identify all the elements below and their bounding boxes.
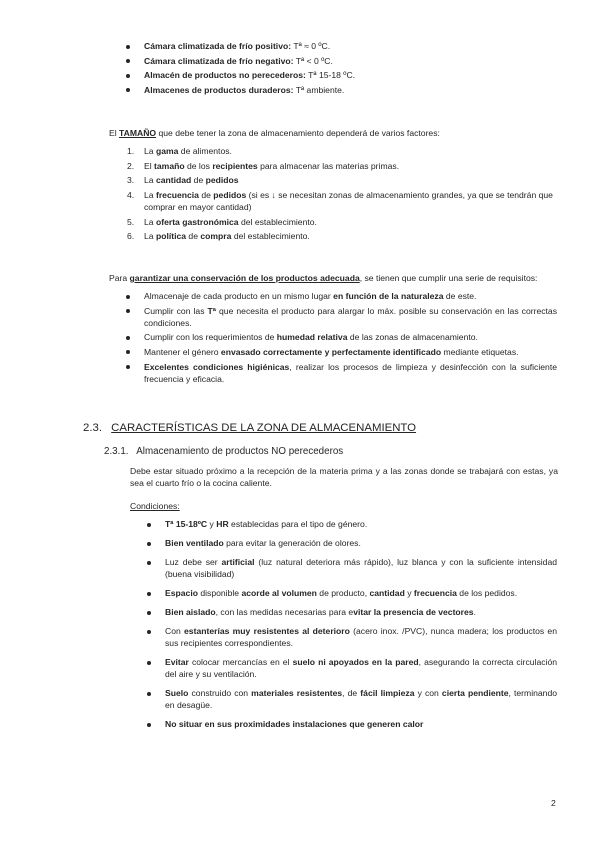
storage-type-name: Cámara climatizada de frío positivo: (144, 41, 292, 51)
bullet-icon (126, 365, 130, 369)
storage-type-temp: Tª ≈ 0 ºC. (291, 41, 331, 51)
item-text (165, 556, 557, 580)
storage-type-item (144, 69, 564, 81)
bullet-icon (147, 661, 151, 665)
item-text (144, 40, 564, 52)
bold-text: recipientes (212, 160, 258, 171)
bold-text: No situar en sus proximidades instalaciones que generen calor (165, 719, 424, 730)
bold-text: suelo ni apoyados en la pared (292, 657, 419, 668)
item-text (144, 145, 557, 157)
conserve-intro-post: , se tienen que cumplir una serie de requisitos: (359, 273, 538, 283)
bold-text: artificial (221, 557, 255, 568)
size-factor-item (127, 230, 557, 242)
item-text (165, 537, 557, 549)
bullet-icon (147, 542, 151, 546)
text-run: de las zonas de almacenamiento. (347, 332, 478, 343)
item-text (144, 331, 557, 343)
item-text (165, 587, 557, 599)
bold-text: tamaño (154, 160, 185, 171)
text-run: , con las medidas necesarias para e (215, 607, 354, 618)
item-text (144, 290, 557, 302)
text-run: La (144, 189, 156, 200)
conditions-list (165, 518, 557, 737)
text-run: de los (184, 160, 213, 171)
size-factor-item (127, 145, 557, 157)
bold-text: HR (216, 519, 229, 529)
storage-type-temp: Tª 15-18 ºC. (305, 70, 356, 81)
bold-text: envasado correctamente y perfectamente identificado (220, 346, 442, 357)
size-factor-item (127, 189, 557, 213)
size-factors-list (127, 145, 557, 245)
text-run: mediante etiquetas. (441, 346, 519, 357)
text-run: (si es ↓ se necesitan zonas de almacenamiento grandes, ya que se tendrán que comprar en mayor cantidad) (144, 189, 553, 212)
bold-text: estanterías muy resistentes al deterioro (184, 626, 350, 637)
bold-text: cantidad (369, 588, 405, 599)
bullet-icon (126, 74, 130, 78)
condition-item (165, 718, 557, 730)
text-run: y (404, 588, 414, 599)
condition-item (165, 556, 557, 580)
item-text (165, 687, 557, 711)
item-number: 4. (127, 189, 135, 200)
text-run: , asegurando la correcta circulación del aire y su ventilación. (165, 657, 558, 680)
bold-text: materiales resistentes (251, 688, 343, 699)
bold-text: fácil limpieza (360, 688, 415, 699)
bold-text: cierta pendiente (441, 688, 509, 699)
item-text (144, 361, 557, 385)
item-number: 2. (127, 160, 135, 171)
bold-text: compra (200, 231, 232, 242)
conserve-keyword: garantizar una conservación de los productos adecuada (129, 273, 360, 283)
bullet-icon (126, 295, 130, 299)
requirements-list (144, 290, 557, 387)
item-text (144, 84, 564, 96)
storage-type-name: Almacén de productos no perecederos: (144, 70, 306, 81)
storage-type-temp: Tª < 0 ºC. (293, 55, 333, 66)
bold-text: acorde al volumen (241, 588, 317, 599)
item-text (144, 230, 557, 242)
bold-text: humedad relativa (276, 332, 348, 343)
storage-type-item (144, 55, 564, 67)
section-number: 2.3. (83, 422, 102, 434)
bold-text: pedidos (213, 189, 247, 200)
requirement-item (144, 331, 557, 343)
requirement-item (144, 305, 557, 329)
storage-type-name: Cámara climatizada de frío negativo: (144, 55, 294, 66)
text-run: establecidas para el tipo de género. (228, 519, 368, 529)
text-run: colocar mercancías en el (188, 657, 293, 668)
size-intro-post: que debe tener la zona de almacenamiento dependerá de varios factores: (156, 128, 440, 138)
bold-text: frecuencia (413, 588, 457, 599)
bold-text: cantidad (155, 175, 192, 186)
bullet-icon (126, 88, 130, 92)
condition-item (165, 606, 557, 618)
bold-text: Espacio (165, 588, 198, 599)
storage-type-temp: Tª ambiente. (293, 84, 345, 95)
page-number: 2 (551, 798, 556, 808)
text-run: , realizar los procesos de limpieza y desinfección con la suficiente frecuencia y eficacia. (144, 361, 557, 384)
bullet-icon (147, 723, 151, 727)
text-run: Cumplir con las (144, 305, 208, 316)
bullet-icon (147, 611, 151, 615)
bold-text: Tª 15-18ºC (165, 519, 208, 529)
size-keyword: TAMAÑO (119, 128, 157, 138)
text-run: (luz natural deteriora más rápido), luz blanca y con la suficiente intensidad (buena visibilidad) (165, 557, 558, 580)
item-text (144, 69, 564, 81)
text-run: construido con (188, 688, 252, 699)
item-text (144, 216, 557, 228)
bold-text: en función de la naturaleza (333, 291, 444, 301)
text-run: . (473, 607, 476, 618)
bullet-icon (147, 561, 151, 565)
bullet-icon (126, 45, 130, 49)
bold-text: Tª (207, 305, 216, 316)
section-heading (83, 421, 543, 437)
bullet-icon (147, 592, 151, 596)
text-run: para evitar la generación de olores. (223, 538, 361, 549)
item-number: 3. (127, 175, 135, 186)
text-run: (acero inox. /PVC), nunca madera; los productos en sus recipientes correspondientes. (165, 626, 557, 649)
item-text (165, 656, 557, 680)
text-run: Almacenaje de cada producto en un mismo lugar (144, 291, 334, 301)
text-run: de los pedidos. (456, 588, 518, 599)
bold-text: Bien aislado (165, 607, 216, 618)
conditions-label-text: Condiciones: (130, 501, 180, 511)
item-number: 6. (127, 231, 135, 242)
item-text (144, 160, 557, 172)
text-run: La (144, 231, 156, 242)
conserve-intro-pre: Para (109, 273, 130, 283)
bold-text: gama (155, 146, 179, 156)
subsection-number: 2.3.1. (104, 446, 129, 457)
conditions-label (130, 500, 180, 512)
bold-text: Excelentes condiciones higiénicas (144, 361, 290, 372)
requirement-item (144, 361, 557, 385)
text-run: El (144, 160, 155, 171)
bold-text: Suelo (165, 688, 189, 699)
item-text (144, 189, 557, 213)
text-run: , de (342, 688, 361, 699)
subsection-heading (104, 445, 564, 459)
text-run: Luz debe ser (165, 557, 222, 568)
text-run: del establecimiento. (238, 216, 317, 227)
subsection-title: Almacenamiento de productos NO perecederos (136, 446, 344, 457)
item-text (165, 625, 557, 649)
condition-item (165, 656, 557, 680)
bullet-icon (147, 630, 151, 634)
item-number: 1. (127, 146, 135, 156)
bold-text: Bien ventilado (165, 538, 224, 549)
text-run: de producto, (316, 588, 370, 599)
text-run: que necesita el producto para alargar lo máx. posible su conservación en las correctas condiciones. (144, 305, 558, 328)
storage-type-item (144, 40, 564, 52)
conservation-intro-paragraph (109, 272, 569, 284)
storage-type-name: Almacenes de productos duraderos: (144, 84, 294, 95)
size-factor-item (127, 160, 557, 172)
text-run: Cumplir con los requerimientos de (144, 332, 277, 343)
storage-types-list (144, 40, 564, 99)
storage-type-item (144, 84, 564, 96)
text-run: de (198, 189, 214, 200)
text-run: para almacenar las materias primas. (257, 160, 400, 171)
requirement-item (144, 290, 557, 302)
item-text (165, 606, 557, 618)
bullet-icon (147, 523, 151, 527)
condition-item (165, 587, 557, 599)
bold-text: vitar la presencia de vectores (353, 607, 474, 618)
text-run: Con (165, 626, 185, 637)
item-text (144, 305, 557, 329)
text-run: y con (414, 688, 442, 699)
condition-item (165, 687, 557, 711)
item-text (144, 174, 557, 186)
text-run: de (186, 231, 201, 242)
bullet-icon (147, 692, 151, 696)
item-text (144, 55, 564, 67)
bold-text: política (155, 231, 187, 242)
text-run: La (144, 175, 156, 186)
condition-item (165, 518, 557, 530)
text-run: , terminando en desagüe. (165, 688, 557, 711)
item-text (144, 346, 557, 358)
section-title: CARACTERÍSTICAS DE LA ZONA DE ALMACENAMIENTO (111, 422, 417, 434)
size-intro-paragraph (109, 127, 569, 139)
text-run: La (144, 216, 156, 227)
text-run: disponible (197, 588, 242, 599)
subsection-paragraph: Debe estar situado próximo a la recepción de la materia prima y a las zonas donde se trabajará con estas, ya sea el cuarto frío o la cocina caliente. (130, 466, 558, 489)
bold-text: Evitar (165, 657, 189, 668)
size-factor-item (127, 174, 557, 186)
text-run: de alimentos. (178, 146, 232, 156)
text-run: La (144, 146, 156, 156)
bullet-icon (126, 336, 130, 340)
text-run: de (191, 175, 206, 186)
bullet-icon (126, 350, 130, 354)
requirement-item (144, 346, 557, 358)
text-run: Mantener el género (144, 346, 221, 357)
size-factor-item (127, 216, 557, 228)
text-run: y (207, 519, 217, 529)
text-run: del establecimiento. (231, 231, 310, 242)
bullet-icon (126, 309, 130, 313)
item-number: 5. (127, 216, 135, 227)
bold-text: frecuencia (155, 189, 199, 200)
text-run: de este. (443, 291, 477, 301)
condition-item (165, 625, 557, 649)
condition-item (165, 537, 557, 549)
bullet-icon (126, 59, 130, 63)
item-text (165, 518, 557, 530)
item-text (165, 718, 557, 730)
size-intro-pre: El (109, 128, 120, 138)
bold-text: pedidos (205, 175, 239, 186)
bold-text: oferta gastronómica (155, 216, 239, 227)
